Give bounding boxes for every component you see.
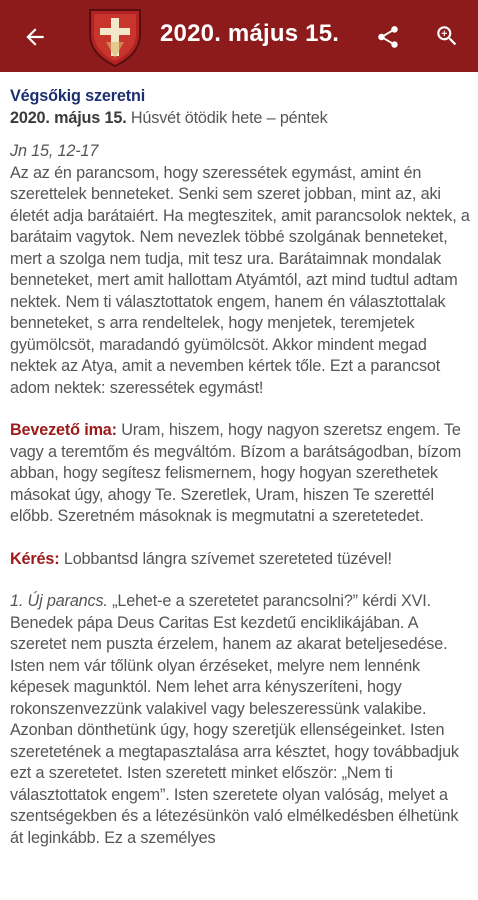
request-text: Lobbantsd lángra szívemet szereteted tüzével!	[59, 549, 392, 568]
intro-prayer-label: Bevezető ima:	[10, 421, 117, 439]
gospel-text: Az az én parancsom, hogy szeressétek egymást, amint én szerettelek benneteket. Senki sem szeret jobban, mint az, aki életét adja barátaiért. Ha megteszitek, amit parancsolok nektek, a barátaim vagytok. Nem nevezlek többé szolgának benneteket, mert a szolga nem tudja, mit tesz ura. Barátaimnak mondalak benneteket, mert amit hallottam Atyámtól, azt mind tudtul adtam nektek. Nem ti választottatok engem, hanem én választottalak benneteket, s arra rendeltelek, hogy menjetek, teremjetek gyümölcsöt, maradandó gyümölcsöt. Akkor mindent megad nektek az Atya, amit a nevemben kértek tőle. Ezt a parancsot adom nektek: szeressétek egymást!	[10, 163, 470, 397]
arrow-left-icon	[22, 24, 48, 50]
liturgical-day: Húsvét ötödik hete – péntek	[126, 108, 328, 127]
request-label: Kérés:	[10, 549, 60, 568]
app-bar	[0, 0, 478, 72]
shield-cross-logo	[86, 6, 144, 68]
scripture-reference: Jn 15, 12-17	[10, 142, 99, 160]
point-1	[10, 591, 472, 849]
meditation-title: Végsőkig szeretni	[10, 87, 146, 105]
zoom-button[interactable]	[431, 20, 463, 52]
share-button[interactable]	[372, 21, 404, 53]
request	[10, 549, 472, 571]
point-1-text: „Lehet-e a szeretetet parancsolni?” kérdi XVI. Benedek pápa Deus Caritas Est kezdetű enciklikájában. A szeretet nem puszta érzelem, hanem az akarat beteljesedése. Isten nem vár tőlünk olyan érzéseket, melyre nem lennénk képesek magunktól. Nem lehet arra kényszeríteni, hogy rokonszenvezzünk valakivel vagy beleszeressünk valakibe. Azonban dönthetünk úgy, hogy szeretjük ellenségeinket. Isten szeretetének a megtapasztalása arra késztet, hogy továbbadjuk ezt a szeretetet. Isten szeretett minket először: „Nem ti választottatok engem”. Isten szeretete olyan valóság, melyet a szentségekben és a létezésünkön való elmélkedésben élhetünk át leginkább. Ez a személyes	[10, 592, 459, 847]
share-icon	[375, 24, 401, 50]
meditation-content	[10, 86, 472, 849]
page-title: 2020. május 15.	[160, 20, 340, 47]
back-button[interactable]	[18, 20, 52, 54]
zoom-in-icon	[434, 23, 460, 49]
date-line	[10, 108, 472, 130]
date-bold: 2020. május 15.	[10, 108, 127, 127]
intro-prayer	[10, 420, 472, 528]
intro-prayer-text: Uram, hiszem, hogy nagyon szeretsz engem. Te vagy a teremtőm és megváltóm. Bízom a barátságodban, bízom abban, hogy segítesz felismernem, hogy hogyan szerethetek másokat úgy, ahogy Te. Szeretlek, Uram, hiszen Te szerettél előbb. Szeretném másoknak is megmutatni a szeretetedet.	[10, 421, 462, 525]
point-1-label: 1. Új parancs.	[10, 592, 108, 610]
